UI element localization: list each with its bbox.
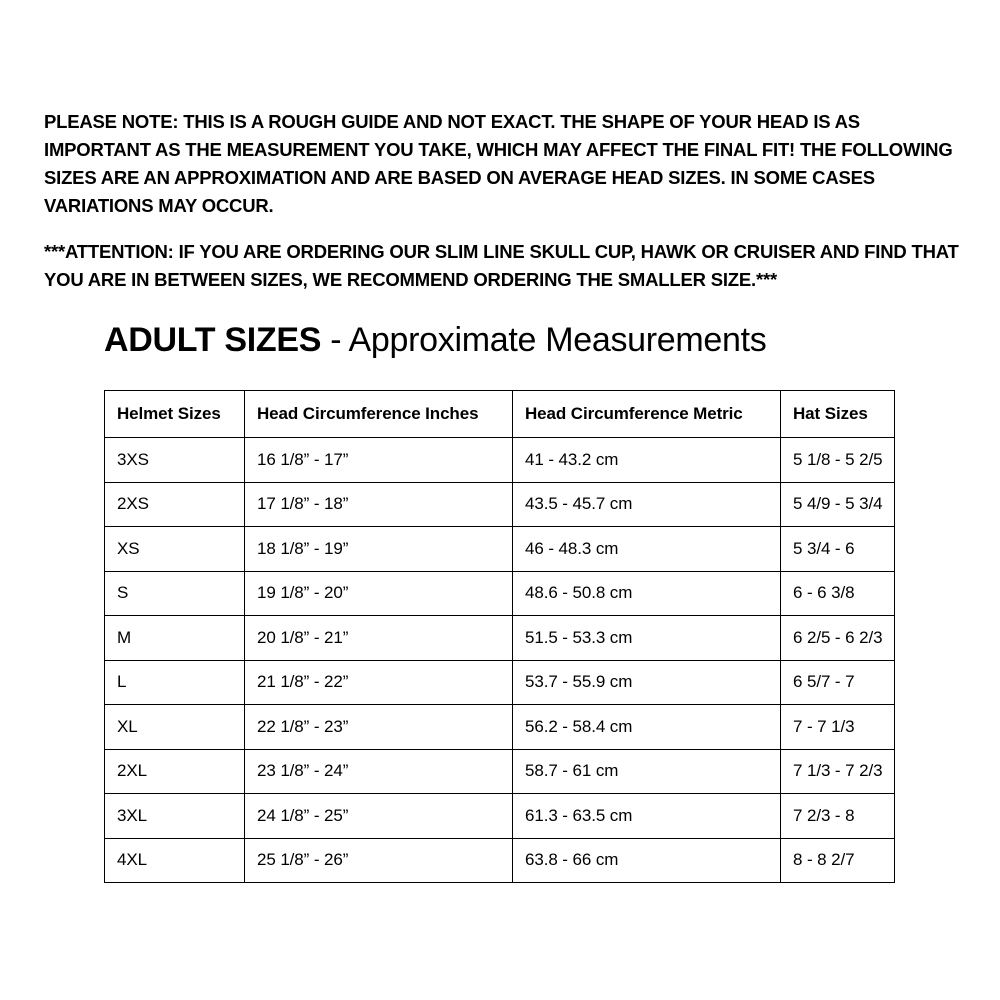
table-cell: 16 1/8” - 17” (245, 438, 513, 483)
table-cell: 5 3/4 - 6 (781, 527, 895, 572)
table-cell: 17 1/8” - 18” (245, 482, 513, 527)
table-cell: 6 5/7 - 7 (781, 660, 895, 705)
table-cell: 51.5 - 53.3 cm (513, 616, 781, 661)
table-cell: 8 - 8 2/7 (781, 838, 895, 883)
table-row (105, 438, 895, 483)
table-cell: 4XL (105, 838, 245, 883)
table-cell: XS (105, 527, 245, 572)
table-row (105, 749, 895, 794)
table-cell: 48.6 - 50.8 cm (513, 571, 781, 616)
table-cell: 19 1/8” - 20” (245, 571, 513, 616)
column-header-hat-sizes: Hat Sizes (781, 391, 895, 438)
table-cell: L (105, 660, 245, 705)
table-cell: 18 1/8” - 19” (245, 527, 513, 572)
table-row (105, 660, 895, 705)
table-row (105, 794, 895, 839)
table-row (105, 482, 895, 527)
table-cell: 41 - 43.2 cm (513, 438, 781, 483)
table-cell: 6 2/5 - 6 2/3 (781, 616, 895, 661)
table-cell: 58.7 - 61 cm (513, 749, 781, 794)
table-cell: XL (105, 705, 245, 750)
table-cell: 63.8 - 66 cm (513, 838, 781, 883)
table-cell: 24 1/8” - 25” (245, 794, 513, 839)
table-header-row (105, 391, 895, 438)
size-table-body (105, 438, 895, 883)
table-cell: 23 1/8” - 24” (245, 749, 513, 794)
table-cell: 56.2 - 58.4 cm (513, 705, 781, 750)
table-cell: 7 2/3 - 8 (781, 794, 895, 839)
table-cell: 46 - 48.3 cm (513, 527, 781, 572)
table-cell: 7 1/3 - 7 2/3 (781, 749, 895, 794)
table-cell: 20 1/8” - 21” (245, 616, 513, 661)
table-cell: 21 1/8” - 22” (245, 660, 513, 705)
note-paragraph-1: PLEASE NOTE: THIS IS A ROUGH GUIDE AND NOT EXACT. THE SHAPE OF YOUR HEAD IS AS IMPORTANT AS THE MEASUREMENT YOU TAKE, WHICH MAY AFFECT THE FINAL FIT! THE FOLLOWING SIZES ARE AN APPROXIMATION AND ARE BASED ON AVERAGE HEAD SIZES. IN SOME CASES VARIATIONS MAY OCCUR. (44, 111, 953, 216)
table-row (105, 616, 895, 661)
note-paragraph-2: ***ATTENTION: IF YOU ARE ORDERING OUR SLIM LINE SKULL CUP, HAWK OR CRUISER AND FIND THAT YOU ARE IN BETWEEN SIZES, WE RECOMMEND ORDERING THE SMALLER SIZE.*** (44, 241, 959, 290)
table-row (105, 838, 895, 883)
column-header-head-circumference-inches: Head Circumference Inches (245, 391, 513, 438)
table-cell: S (105, 571, 245, 616)
table-cell: 3XL (105, 794, 245, 839)
table-row (105, 571, 895, 616)
column-header-helmet-sizes: Helmet Sizes (105, 391, 245, 438)
table-cell: 2XS (105, 482, 245, 527)
size-table-container (104, 390, 894, 883)
page-title-rest: - Approximate Measurements (321, 321, 767, 359)
page-title-bold: ADULT SIZES (104, 321, 322, 359)
table-cell: 3XS (105, 438, 245, 483)
table-cell: 43.5 - 45.7 cm (513, 482, 781, 527)
table-cell: 6 - 6 3/8 (781, 571, 895, 616)
table-cell: 5 1/8 - 5 2/5 (781, 438, 895, 483)
table-cell: 7 - 7 1/3 (781, 705, 895, 750)
notes-block (44, 108, 964, 294)
table-cell: 5 4/9 - 5 3/4 (781, 482, 895, 527)
page-title (104, 318, 767, 362)
table-row (105, 705, 895, 750)
column-header-head-circumference-metric: Head Circumference Metric (513, 391, 781, 438)
table-cell: 22 1/8” - 23” (245, 705, 513, 750)
table-cell: 25 1/8” - 26” (245, 838, 513, 883)
table-cell: 61.3 - 63.5 cm (513, 794, 781, 839)
table-cell: M (105, 616, 245, 661)
table-cell: 2XL (105, 749, 245, 794)
size-table (104, 390, 895, 883)
table-cell: 53.7 - 55.9 cm (513, 660, 781, 705)
table-row (105, 527, 895, 572)
